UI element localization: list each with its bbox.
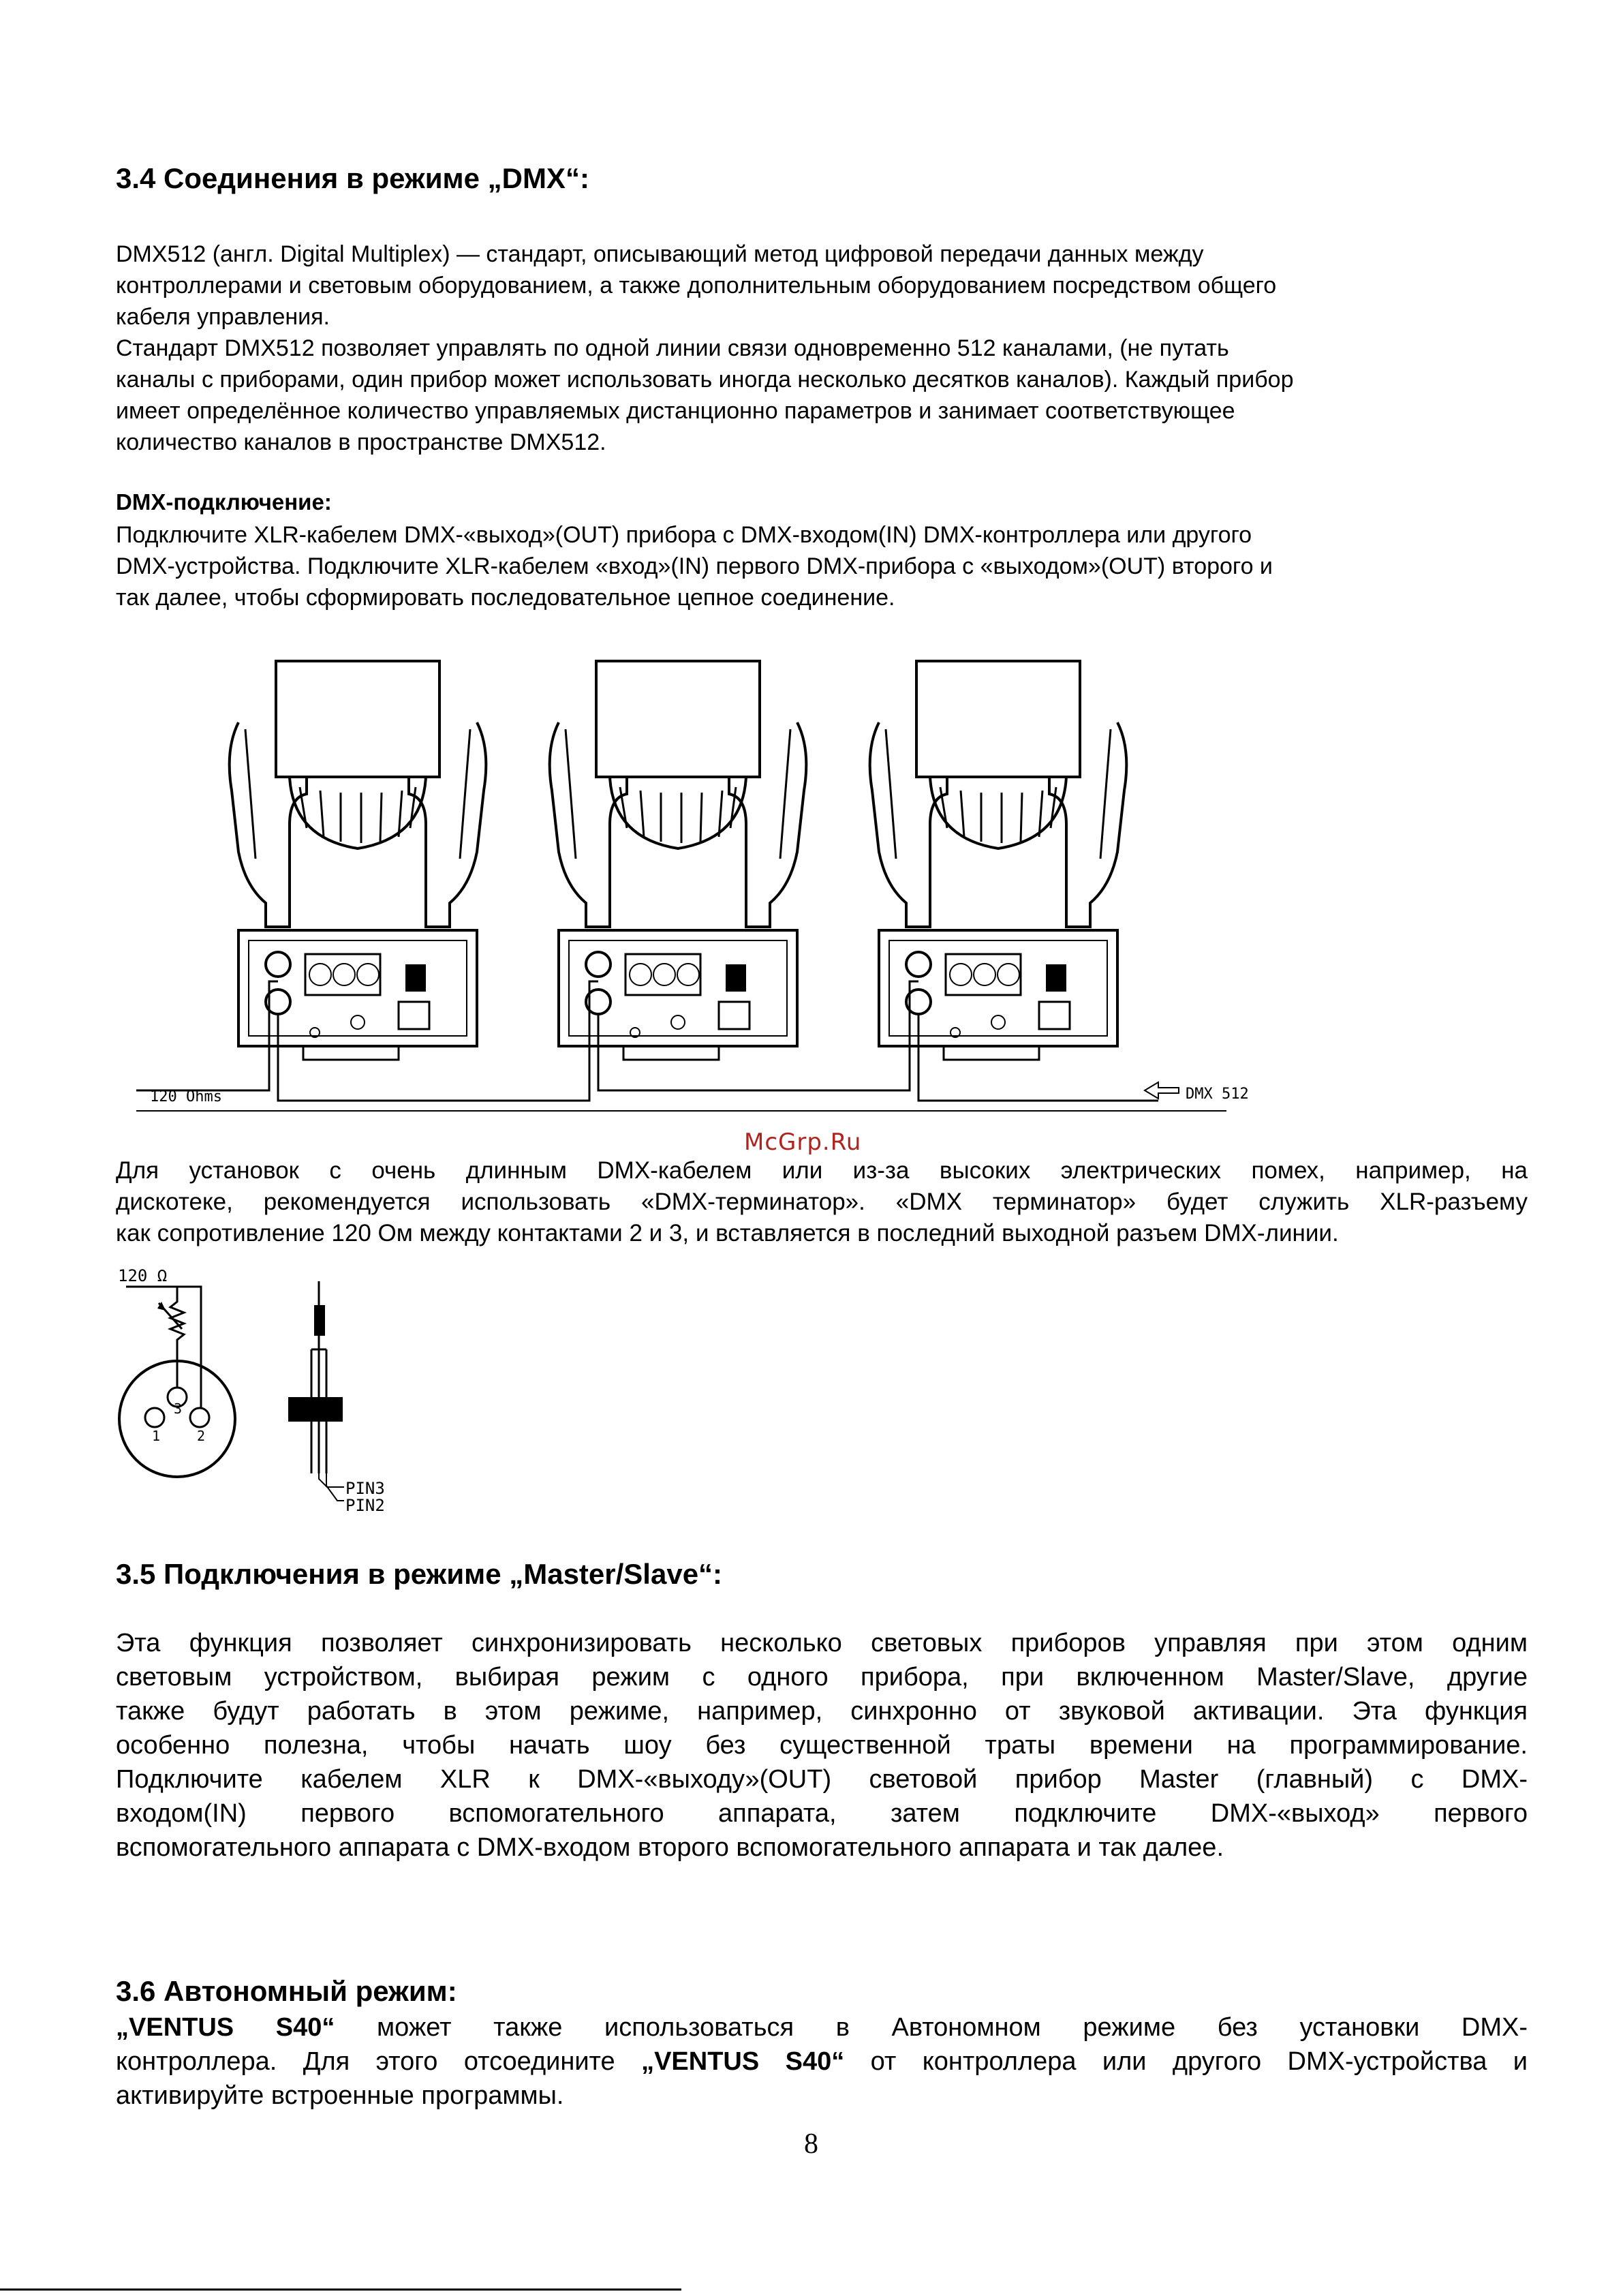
master-slave-paragraph [116, 1626, 1528, 1865]
section-3-4-heading: 3.4 Соединения в режиме „DMX“: [116, 162, 589, 194]
text-line: каналы с приборами, один прибор может использовать иногда несколько десятков каналов). Каждый прибор [116, 367, 1294, 393]
watermark: McGrp.Ru [744, 1129, 862, 1156]
text-line: DMX512 (англ. Digital Multiplex) — стандарт, описывающий метод цифровой передачи данных между [116, 241, 1204, 267]
text-line: Подключите кабелем XLR к DMX-«выходу»(OUT) световой прибор Master (главный) с DMX- [116, 1765, 1528, 1794]
page-number: 8 [804, 2128, 818, 2160]
dmx-512-label: DMX 512 [1186, 1086, 1249, 1103]
standalone-paragraph [116, 2010, 1528, 2113]
dmx-input-arrow-icon [1145, 1082, 1179, 1099]
text-line: DMX-устройства. Подключите XLR-кабелем «вход»(IN) первого DMX-прибора с «выходом»(OUT) второго и [116, 553, 1273, 579]
terminator-diagram [112, 1261, 494, 1520]
resistor-icon [126, 1287, 184, 1388]
text-line: так далее, чтобы сформировать последовательное цепное соединение. [116, 585, 895, 611]
text-line: контроллера. Для этого отсоедините „VENTUS S40“ от контроллера или другого DMX-устройства и [116, 2047, 1528, 2076]
text-line: контроллерами и световым оборудованием, а также дополнительным оборудованием посредством общего [116, 273, 1277, 299]
terminator-plug-icon [288, 1281, 344, 1501]
section-3-6-heading: 3.6 Автономный режим: [116, 1975, 457, 2007]
fixture-2 [550, 661, 807, 1060]
pin2-label: PIN2 [345, 1496, 385, 1515]
footer-divider [0, 2289, 681, 2291]
fixture-1 [230, 661, 486, 1060]
resistor-value-label: 120 Ω [118, 1266, 168, 1285]
text-line: как сопротивление 120 Ом между контактами 2 и 3, и вставляется в последний выходной разъем DMX-линии. [116, 1220, 1339, 1246]
product-name: „VENTUS S40“ [641, 2047, 845, 2076]
dmx-intro-paragraph [116, 239, 1528, 458]
text-line: дискотеке, рекомендуется использовать «DMX-терминатор». «DMX терминатор» будет служить XLR-разъему [116, 1189, 1528, 1215]
text-line: Для установок с очень длинным DMX-кабелем или из-за высоких электрических помех, например, на [116, 1157, 1528, 1184]
terminator-paragraph [116, 1155, 1528, 1249]
terminator-ohms-label: 120 Ohms [150, 1088, 222, 1105]
pin-2-label: 2 [197, 1428, 206, 1444]
text-line: активируйте встроенные программы. [116, 2081, 564, 2110]
text-line: вспомогательного аппарата с DMX-входом второго вспомогательного аппарата и так далее. [116, 1833, 1224, 1862]
pin-3-label: 3 [174, 1400, 183, 1417]
text-line: также будут работать в этом режиме, например, синхронно от звуковой активации. Эта функция [116, 1697, 1528, 1726]
text-line: световым устройством, выбирая режим с одного прибора, при включенном Master/Slave, другие [116, 1663, 1528, 1692]
section-3-5-heading: 3.5 Подключения в режиме „Master/Slave“: [116, 1558, 723, 1590]
text-line: Стандарт DMX512 позволяет управлять по одной линии связи одновременно 512 каналами, (не путать [116, 335, 1229, 361]
pin-1-label: 1 [152, 1428, 161, 1444]
text-line: „VENTUS S40“ может также использоваться в Автономном режиме без установки DMX- [116, 2013, 1528, 2042]
text-line: имеет определённое количество управляемых дистанционно параметров и занимает соответствующее [116, 398, 1235, 424]
text-line: особенно полезна, чтобы начать шоу без существенной траты времени на программирование. [116, 1731, 1528, 1760]
dmx-chain-diagram [136, 654, 1254, 1131]
fixture-3 [870, 661, 1127, 1060]
text-line: количество каналов в пространстве DMX512. [116, 429, 606, 455]
text-line: кабеля управления. [116, 304, 330, 330]
text-line: входом(IN) первого вспомогательного аппарата, затем подключите DMX-«выход» первого [116, 1799, 1528, 1828]
product-name: „VENTUS S40“ [116, 2013, 335, 2042]
text-line: Эта функция позволяет синхронизировать несколько световых приборов управляя при этом одним [116, 1629, 1528, 1657]
pin3-label: PIN3 [345, 1479, 385, 1498]
dmx-connection-paragraph [116, 519, 1528, 613]
text-line: Подключите XLR-кабелем DMX-«выход»(OUT) прибора с DMX-входом(IN) DMX-контроллера или другого [116, 522, 1252, 548]
dmx-connection-title: DMX-подключение: [116, 489, 332, 515]
